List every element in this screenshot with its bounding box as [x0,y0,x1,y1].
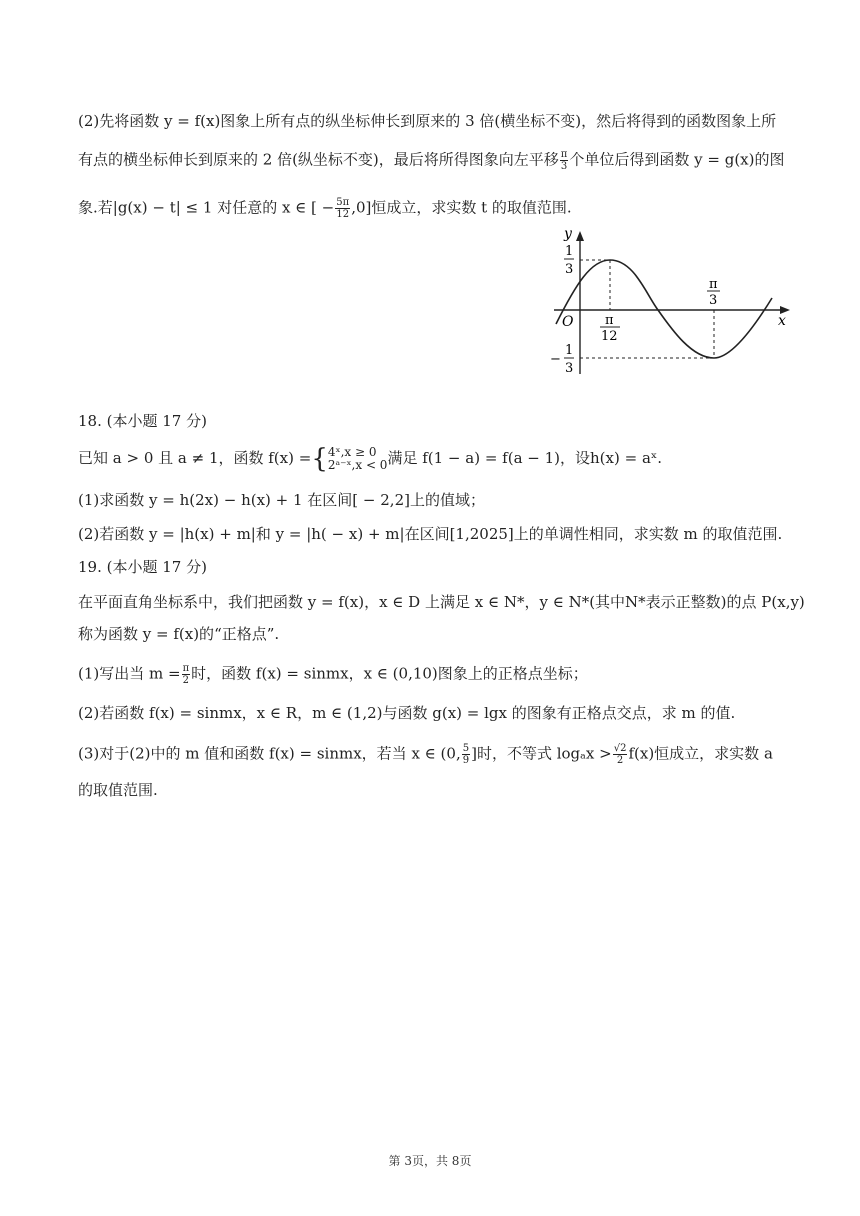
q19-line2: 称为函数 y = f(x)的“正格点”. [78,625,280,643]
top-label-numerator: 1 [565,244,574,259]
fraction-5-over-9: $\frac{5}{9}$ [462,743,470,766]
q19-part3-line2: 的取值范围. [78,781,158,799]
q17-part2-line1: (2)先将函数 y = f(x)图象上所有点的纵坐标伸长到原来的 3 倍(横坐标不变)，然后将得到的函数图象上所 [78,112,777,130]
piece-row-2: 2ᵃ⁻ˣ,x < 0 [327,458,388,472]
q17-part2-line2-text-b: 个单位后得到函数 y = g(x)的图 [569,150,785,169]
q19-part3-text-b: ]时，不等式 logₐx > [471,744,612,763]
fraction-5pi-over-12: $\frac{5\pi}{12}$ [336,197,350,220]
q18-line1-text-b: 满足 f(1 − a) = f(a − 1)，设h(x) = aˣ. [387,449,663,467]
q19-part3 [78,743,773,766]
q18-line1-text-a: 已知 a > 0 且 a ≠ 1，函数 f(x) = [78,449,312,467]
q17-part2-line3-text-b: ,0]恒成立，求实数 t 的取值范围. [351,198,572,217]
fraction-pi-over-3: $\frac{\pi}{3}$ [560,149,568,172]
q19-part1-text-b: 时，函数 f(x) = sinmx，x ∈ (0,10)图象上的正格点坐标； [191,664,588,683]
page-footer: 第 3页，共 8页 [388,1154,472,1168]
piecewise-function: { 4ˣ,x ≥ 0 2ᵃ⁻ˣ,x < 0 [311,444,388,474]
q19-part3-text-c: f(x)恒成立，求实数 a [628,744,773,763]
q18-part2: (2)若函数 y = |h(x) + m|和 y = |h( − x) + m|在区间[1,2025]上的单调性相同，求实数 m 的取值范围. [78,525,783,543]
q17-part2-line3-text-a: 象.若|g(x) − t| ≤ 1 对任意的 x ∈ [ − [78,198,335,217]
pi12-label-denominator: 12 [601,329,618,344]
q19-line1: 在平面直角坐标系中，我们把函数 y = f(x)，x ∈ D 上满足 x ∈ N*，y ∈ N*(其中N*表示正整数)的点 P(x,y) [78,593,805,611]
q18-header: 18. (本小题 17 分) [78,412,207,430]
origin-label: O [562,314,574,330]
q17-part2-line3 [78,197,572,220]
piece-row-1: 4ˣ,x ≥ 0 [327,445,377,459]
q17-part2-line2 [78,149,785,172]
y-axis-label: y [564,226,572,242]
sine-graph-figure [546,224,796,379]
pi12-label-numerator: π [605,313,614,328]
fraction-sqrt2-over-2: $\frac{√2}{2}$ [613,743,627,766]
x-axis-label: x [778,313,786,329]
y-axis-arrow-icon [576,231,584,241]
top-label-denominator: 3 [565,262,574,277]
q17-part2-line2-text-a: 有点的横坐标伸长到原来的 2 倍(纵坐标不变)，最后将所得图象向左平移 [78,150,559,169]
q18-line1 [78,446,662,472]
q19-part2: (2)若函数 f(x) = sinmx，x ∈ R，m ∈ (1,2)与函数 g(x) = lgx 的图象有正格点交点，求 m 的值. [78,704,736,722]
bottom-label-denominator: 3 [565,361,574,376]
q19-part3-text-a: (3)对于(2)中的 m 值和函数 f(x) = sinmx，若当 x ∈ (0, [78,744,461,763]
bottom-label-numerator: 1 [565,343,574,358]
fraction-pi-over-2: $\frac{\pi}{2}$ [182,663,190,686]
q19-part1 [78,663,588,686]
bottom-label-sign: − [550,352,561,367]
pi3-label-denominator: 3 [709,293,718,308]
pi3-label-numerator: π [709,277,718,292]
sine-curve [556,260,772,358]
q19-header: 19. (本小题 17 分) [78,558,207,576]
q19-part1-text-a: (1)写出当 m = [78,664,181,683]
q18-part1: (1)求函数 y = h(2x) − h(x) + 1 在区间[ − 2,2]上的值域； [78,491,485,509]
